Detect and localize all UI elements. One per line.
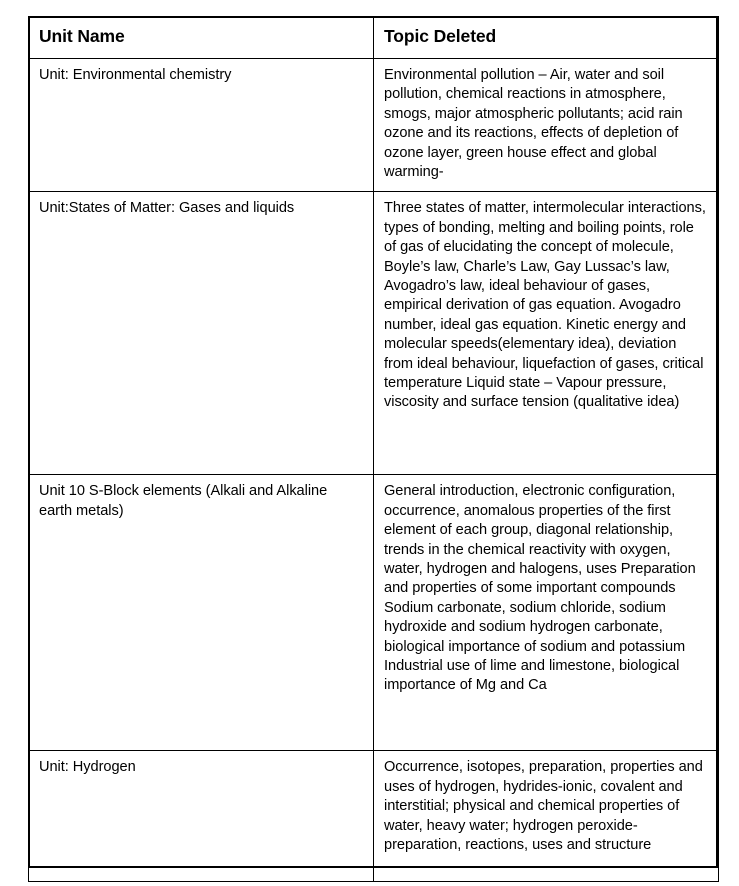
cell-topic-deleted — [374, 58, 719, 191]
topic-deleted-text: Occurrence, isotopes, preparation, properties and uses of hydrogen, hydrides-ionic, covalent and interstitial; physical and chemical properties of water, heavy water; hydrogen peroxide-preparation, reactions, uses and structure — [384, 759, 707, 853]
unit-name-text: Unit 10 S-Block elements (Alkali and Alkaline earth metals) — [39, 483, 332, 519]
table-header-row — [29, 17, 719, 59]
cell-unit-name — [29, 58, 374, 191]
cell-topic-deleted — [374, 751, 719, 882]
unit-name-text: Unit: Environmental chemistry — [39, 66, 232, 83]
column-header-unit-name-label: Unit Name — [39, 26, 125, 46]
table-body — [29, 58, 719, 881]
column-header-unit-name — [29, 17, 374, 59]
topic-deleted-text: Three states of matter, intermolecular interactions, types of bonding, melting and boiling points, role of gas of elucidating the concept of molecule, Boyle’s law, Charle’s Law, Gay Lussac’s law, Avogadro’s law, ideal behaviour of gases, empirical derivation of gas equation. Avogadro number, ideal gas equation. Kinetic energy and molecular speeds(elementary idea), deviation from ideal behaviour, liquefaction of gases, critical temperature Liquid state – Vapour pressure, viscosity and surface tension (qualitative idea) — [384, 200, 710, 411]
unit-name-text: Unit: Hydrogen — [39, 759, 136, 776]
table-row — [29, 475, 719, 751]
cell-unit-name — [29, 751, 374, 882]
cell-unit-name — [29, 192, 374, 475]
cell-unit-name — [29, 475, 374, 751]
table-row — [29, 751, 719, 882]
table-header — [29, 17, 719, 59]
topic-deleted-text: Environmental pollution – Air, water and soil pollution, chemical reactions in atmosphere, smogs, major atmospheric pollutants; acid rain ozone and its reactions, effects of depletion of ozone layer, green house effect and global warming- — [384, 66, 687, 180]
table-row — [29, 58, 719, 191]
table-row — [29, 192, 719, 475]
column-header-topic-deleted — [374, 17, 719, 59]
cell-topic-deleted — [374, 475, 719, 751]
topic-deleted-text: General introduction, electronic configuration, occurrence, anomalous properties of the first element of each group, diagonal relationship, trends in the chemical reactivity with oxygen, water, hydrogen and halogens, uses Preparation and properties of some important compounds Sodium carbonate, sodium chloride, sodium hydroxide and sodium hydrogen carbonate, biological importance of sodium and potassium Industrial use of lime and limestone, biological importance of Mg and Ca — [384, 483, 700, 694]
cell-topic-deleted — [374, 192, 719, 475]
column-header-topic-deleted-label: Topic Deleted — [384, 26, 497, 46]
syllabus-table — [28, 16, 719, 882]
unit-name-text: Unit:States of Matter: Gases and liquids — [39, 200, 295, 217]
